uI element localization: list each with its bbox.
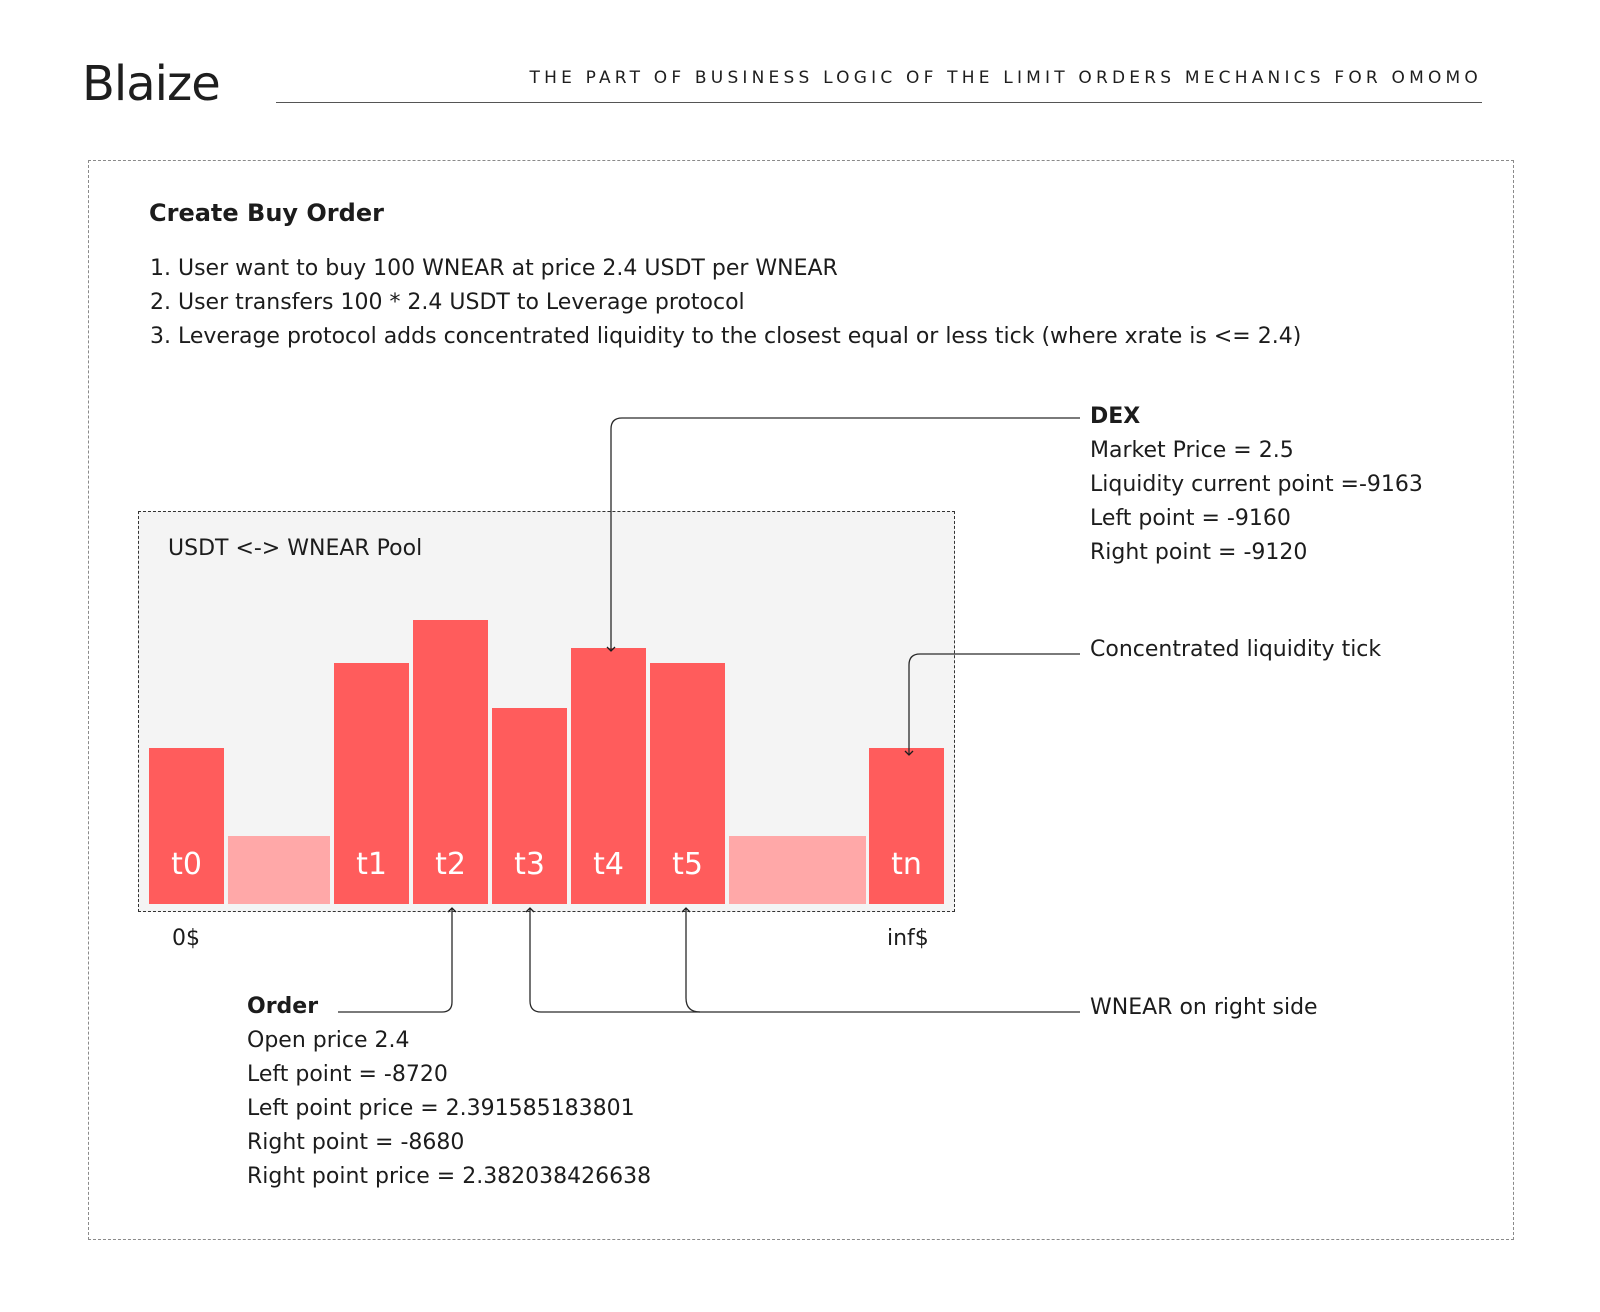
wnear-right-side-callout: WNEAR on right side [1090, 995, 1318, 1020]
page-title: THE PART OF BUSINESS LOGIC OF THE LIMIT ORDERS MECHANICS FOR OMOMO [529, 68, 1482, 88]
section-title: Create Buy Order [149, 199, 384, 227]
tick-label: tn [891, 847, 922, 882]
tick-label: t0 [171, 847, 202, 882]
order-line: Right point = -8680 [247, 1130, 465, 1155]
dex-title: DEX [1090, 404, 1141, 429]
pool-label: USDT <-> WNEAR Pool [168, 536, 423, 561]
order-line: Right point price = 2.382038426638 [247, 1164, 652, 1189]
axis-min-label: 0$ [172, 926, 200, 951]
step-item: 1. User want to buy 100 WNEAR at price 2.4 USDT per WNEAR [150, 256, 838, 281]
dex-line: Left point = -9160 [1090, 506, 1291, 531]
step-item: 3. Leverage protocol adds concentrated liquidity to the closest equal or less tick (where xrate is <= 2.4) [150, 324, 1302, 349]
dex-line: Market Price = 2.5 [1090, 438, 1294, 463]
tick-label: t2 [435, 847, 466, 882]
step-item: 2. User transfers 100 * 2.4 USDT to Leverage protocol [150, 290, 745, 315]
axis-max-label: inf$ [887, 926, 929, 951]
order-title: Order [247, 994, 319, 1019]
wnear-connector-t5 [686, 908, 700, 1012]
concentrated-liquidity-callout: Concentrated liquidity tick [1090, 637, 1382, 662]
concentrated-connector [909, 654, 1080, 755]
tick-label: t3 [514, 847, 545, 882]
dex-info [1090, 400, 1423, 570]
brand-logo: Blaize [82, 56, 220, 112]
order-line: Left point price = 2.391585183801 [247, 1096, 635, 1121]
dex-line: Liquidity current point =-9163 [1090, 472, 1423, 497]
dex-connector [611, 418, 1080, 651]
order-line: Open price 2.4 [247, 1028, 410, 1053]
order-line: Left point = -8720 [247, 1062, 448, 1087]
dex-line: Right point = -9120 [1090, 540, 1308, 565]
order-info [247, 990, 651, 1194]
tick-label: t1 [356, 847, 387, 882]
tick-label: t5 [672, 847, 703, 882]
tick-label: t4 [593, 847, 624, 882]
